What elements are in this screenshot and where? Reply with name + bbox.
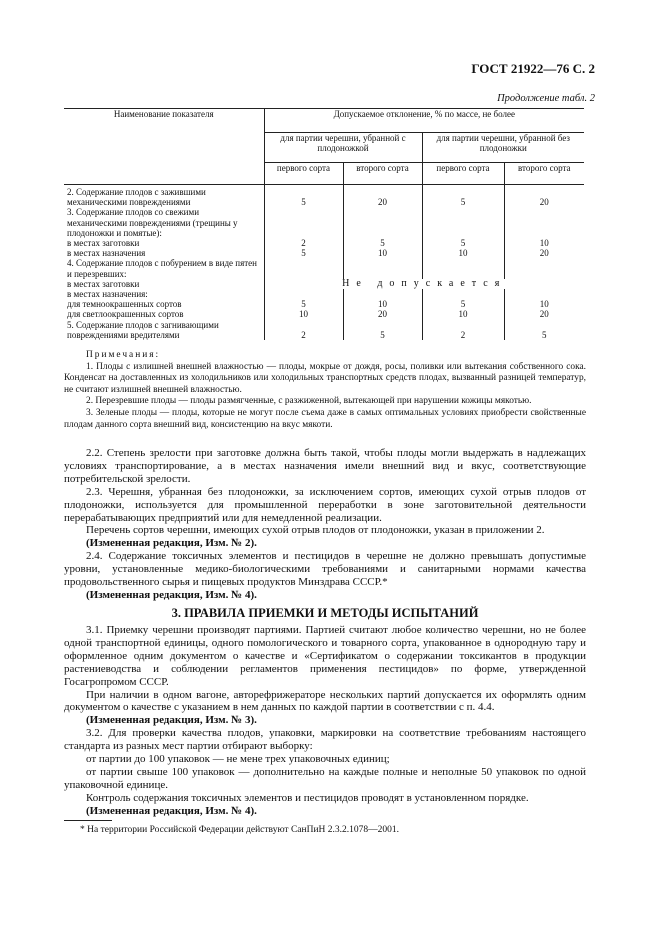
amendment-note: (Измененная редакция, Изм. № 2). <box>86 537 257 550</box>
without-stalk-header: для партии черешни, убранной без плодоножки <box>422 133 584 163</box>
notes-title: Примечания: <box>86 350 161 360</box>
row-label: в местах назначения: <box>67 289 148 300</box>
paragraph-3-2-a: от партии до 100 упаковок — не мене трех упаковочных единиц; <box>86 753 390 766</box>
paragraph-3-2: 3.2. Для проверки качества плодов, упаковки, маркировки на соответствие требованиям настоящего стандарта из разных мест партии отбирают выборку: <box>64 727 586 753</box>
table-row <box>64 258 584 278</box>
not-allowed-label: Не допускается <box>264 279 584 289</box>
paragraph-2-3: 2.3. Черешня, убранная без плодоножки, за исключением сортов, имеющих сухой отрыв плодов от плодоножки, используется для промышленной переработки в зоне заготовительной деятельности перерабатывающих предприятий или для немедленной реализации. <box>64 485 586 524</box>
note-2: 2. Перезревшие плоды — плоды размягченные, с разжиженной, вытекающей при нарушении кожицы мякотью. <box>86 396 532 407</box>
table-row: 5. Содержание плодов с загнивающими повреждениями вредителями 2 5 2 5 <box>64 320 584 340</box>
table-row: для темноокрашенных сортов 5 10 5 10 <box>64 299 584 309</box>
section-3-text <box>64 624 586 818</box>
row-label: 5. Содержание плодов с загнивающими повреждениями вредителями <box>67 319 219 340</box>
table-row: 2. Содержание плодов с зажившими механическими повреждениями 5 20 5 20 <box>64 185 584 208</box>
table-row <box>64 289 584 299</box>
with-stalk-header: для партии черешни, убранной с плодоножкой <box>264 133 422 163</box>
note-3: 3. Зеленые плоды — плоды, которые не могут после съема даже в самых оптимальных условиях приобрести свойственные плодам данного сорта внешний вид, консистенцию на вкус мякоти. <box>64 407 586 430</box>
paragraph-3-1-b: При наличии в одном вагоне, авторефрижераторе нескольких партий допускается их оформлять одним документом о качестве с указанием в нем данных по каждой партии в соответствии с п. 4.4. <box>64 688 586 714</box>
amendment-note: (Измененная редакция, Изм. № 4). <box>86 804 257 817</box>
grade1-header: первого сорта <box>422 163 504 185</box>
paragraph-2-2: 2.2. Степень зрелости при заготовке должна быть такой, чтобы плоды могли выдержать в надлежащих условиях транспортирование, а в местах назначения имели внешний вид и вкус, соответствующие потребительской зрелости. <box>64 447 586 485</box>
paragraph-2-4: 2.4. Содержание токсичных элементов и пестицидов в черешне не должно превышать допустимые уровни, установленные медико-биологическими требованиями и санитарными нормами качества продовольственного сырья и пищевых продуктов Минздрава СССР.* <box>64 550 586 589</box>
footnote-divider <box>64 820 112 821</box>
row-label: 2. Содержание плодов с зажившими механическими повреждениями <box>67 187 206 208</box>
footnote: * На территории Российской Федерации действуют СанПиН 2.3.2.1078—2001. <box>80 825 400 835</box>
page-header: ГОСТ 21922—76 С. 2 <box>471 61 595 76</box>
row-label: 3. Содержание плодов со свежими механическими повреждениями (трещины у плодоножки и помятые): <box>67 207 238 238</box>
grade2-header: второго сорта <box>504 163 584 185</box>
row-label: в местах заготовки <box>67 238 140 249</box>
note-1: 1. Плоды с излишней внешней влажностью — плоды, мокрые от дождя, росы, поливки или вытекания собственного сока. Конденсат на доставленных из холодильников или холодильных транспортных средств плодах, вызванный разницей температур, не считают излишней внешней влажностью. <box>64 361 586 395</box>
section-3-title: 3. ПРАВИЛА ПРИЕМКИ И МЕТОДЫ ИСПЫТАНИЙ <box>171 606 479 620</box>
table-row: в местах заготовки 2 5 5 10 <box>64 238 584 248</box>
table-row: в местах назначения 5 10 10 20 <box>64 248 584 258</box>
row-label: 4. Содержание плодов с побурением в виде пятен и перезревших: <box>67 258 257 279</box>
paragraph-3-2-b: от партии свыше 100 упаковок — дополнительно на каждые полные и неполные 50 упаковок по одной упаковочной единице. <box>64 765 586 791</box>
tolerance-table <box>64 108 584 340</box>
row-label: для темноокрашенных сортов <box>67 299 182 310</box>
row-label: в местах заготовки <box>67 278 140 289</box>
notes-block <box>64 350 586 431</box>
row-label: для светлоокрашенных сортов <box>67 309 184 320</box>
table-row <box>64 279 584 289</box>
amendment-note: (Измененная редакция, Изм. № 3). <box>86 714 257 727</box>
col-name-header: Наименование показателя <box>113 109 214 119</box>
table-row: для светлоокрашенных сортов 10 20 10 20 <box>64 309 584 319</box>
paragraph-3-2-c: Контроль содержания токсичных элементов и пестицидов проводят в установленном порядке. <box>86 791 529 804</box>
table-row <box>64 207 584 238</box>
amendment-note: (Измененная редакция, Изм. № 4). <box>86 588 257 601</box>
table-continuation-label: Продолжение табл. 2 <box>497 93 595 104</box>
group-header: Допускаемое отклонение, % по массе, не более <box>264 109 584 133</box>
row-label: в местах назначения <box>67 248 146 259</box>
section-2-text <box>64 447 586 602</box>
grade2-header: второго сорта <box>343 163 422 185</box>
paragraph-3-1: 3.1. Приемку черешни производят партиями. Партией считают любое количество черешни, но не более одной транспортной единицы, одного помологического и товарного сорта, упакованное в однородную тару и оформленное одним документом о качестве и «Сертификатом о содержании токсикантов в продукции растениеводства и соблюдении регламентов применения пестицидов» по форме, утвержденной Госагропромом СССР. <box>64 624 586 688</box>
paragraph-2-3-list: Перечень сортов черешни, имеющих сухой отрыв плодов от плодоножки, указан в приложении 2. <box>86 524 545 537</box>
grade1-header: первого сорта <box>264 163 343 185</box>
